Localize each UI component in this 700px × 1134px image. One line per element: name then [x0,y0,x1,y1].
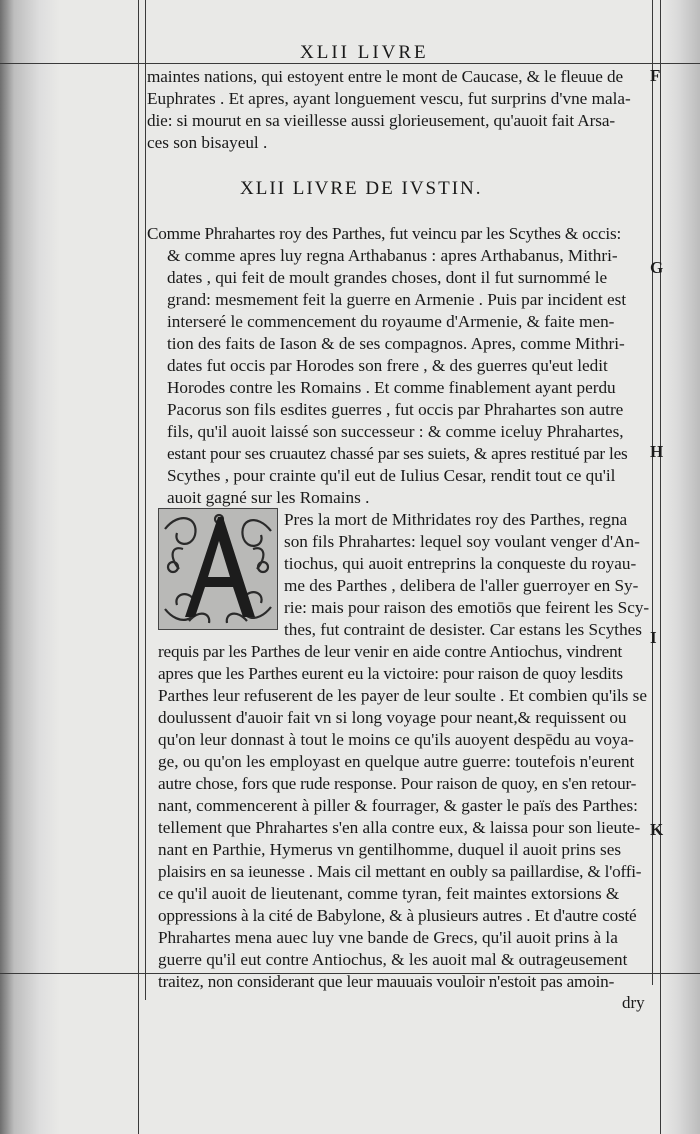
main-text-line: requis par les Parthes de leur venir en aide contre Antiochus, vindrent [158,642,623,661]
book-heading: XLII LIVRE DE IVSTIN. [240,178,483,199]
main-text-line: qu'on leur donnast à tout le moins ce qu'ils auoyent despēdu au voya- [158,730,634,749]
main-text-line: autre chose, fors que rude response. Pour raison de quoy, en s'en retour- [158,774,637,793]
main-text-line: doulussent d'auoir fait vn si long voyage pour neant,& requissent ou [158,708,627,727]
main-text-line: tellement que Phrahartes s'en alla contre eux, & laissa pour son lieute- [158,818,641,837]
margin-rule-right-outer [660,0,661,1134]
margin-letter-f: F [650,66,661,85]
prev-paragraph-line: Euphrates . Et apres, ayant longuement vescu, fut surprins d'vne mala- [147,89,631,108]
main-text-line: tiochus, qui auoit entreprins la conqueste du royau- [284,554,637,573]
prev-paragraph-line: maintes nations, qui estoyent entre le mont de Caucase, & le fleuue de [147,67,624,86]
main-text-line: rie: mais pour raison des emotiōs que feirent les Scy- [284,598,650,617]
main-text-line: plaisirs en sa ieunesse . Mais cil mettant en oubly sa paillardise, & l'offi- [158,862,642,881]
main-text-line: thes, fut contraint de desister. Car estans les Scythes [284,620,642,639]
main-text-line: me des Parthes , delibera de l'aller guerroyer en Sy- [284,576,639,595]
argument-line: Horodes contre les Romains . Et comme finablement ayant perdu [167,378,616,397]
running-head: XLII LIVRE [300,42,429,63]
argument-line: Comme Phrahartes roy des Parthes, fut veincu par les Scythes & occis: [147,224,622,243]
argument-line: estant pour ses cruautez chassé par ses suiets, & apres restitué par les [167,444,628,463]
margin-rule-left-inner [145,0,146,1000]
prev-paragraph-line: die: si mourut en sa vieillesse aussi glorieusement, qu'auoit fait Arsa- [147,111,615,130]
main-text-line: apres que les Parthes eurent eu la victoire: pour raison de quoy lesdits [158,664,623,683]
prev-paragraph-line: ces son bisayeul . [147,133,268,152]
catchword: dry [622,993,645,1012]
main-text-line: oppressions à la cité de Babylone, & à plusieurs autres . Et d'autre costé [158,906,637,925]
argument-line: grand: mesmement feit la guerre en Armenie . Puis par incident est [167,290,627,309]
main-text-line: traitez, non considerant que leur mauuais vouloir n'estoit pas amoin- [158,972,615,991]
floral-ornament-icon [159,509,277,629]
decorated-initial [158,508,278,630]
argument-line: & comme apres luy regna Arthabanus : apres Arthabanus, Mithri- [167,246,618,265]
argument-line: Scythes , pour crainte qu'il eut de Iulius Cesar, rendit tout ce qu'il [167,466,616,485]
argument-line: dates fut occis par Horodes son frere , & des guerres qu'eut ledit [167,356,608,375]
main-text-line: Parthes leur refuserent de les payer de leur soulte . Et combien qu'ils se [158,686,647,705]
argument-line: dates , qui feit de moult grandes choses, dont il fut surnommé le [167,268,608,287]
argument-line: auoit gagné sur les Romains . [167,488,370,507]
argument-line: Pacorus son fils esdites guerres , fut occis par Phrahartes son autre [167,400,624,419]
argument-line: fils, qu'il auoit laissé son successeur : & comme iceluy Phrahartes, [167,422,624,441]
margin-letter-h: H [650,442,664,461]
main-text-line: Pres la mort de Mithridates roy des Parthes, regna [284,510,628,529]
main-text-line: Phrahartes mena auec luy vne bande de Grecs, qu'il auoit prins à la [158,928,618,947]
margin-letter-k: K [650,820,664,839]
page-edge-shadow-left [0,0,60,1134]
page-edge-shadow-right [660,0,700,1134]
margin-letter-g: G [650,258,664,277]
main-text-line: nant, commencerent à piller & fourrager, & gaster le païs des Parthes: [158,796,638,815]
margin-letter-i: I [650,628,657,647]
main-text-line: son fils Phrahartes: lequel soy voulant venger d'An- [284,532,640,551]
main-text-line: ce qu'il auoit de lieutenant, comme tyran, feit maintes extorsions & [158,884,620,903]
main-text-line: nant en Parthie, Hymerus vn gentilhomme, duquel il auoit prins ses [158,840,622,859]
margin-rule-left-outer [138,0,139,1134]
argument-line: interseré le commencement du royaume d'Armenie, & faite men- [167,312,615,331]
main-text-line: guerre qu'il eut contre Antiochus, & les auoit mal & outrageusement [158,950,628,969]
argument-line: tion des faits de Iason & de ses compagnos. Apres, comme Mithri- [167,334,625,353]
main-text-line: ge, ou qu'on les employast en quelque autre guerre: toutefois n'eurent [158,752,635,771]
